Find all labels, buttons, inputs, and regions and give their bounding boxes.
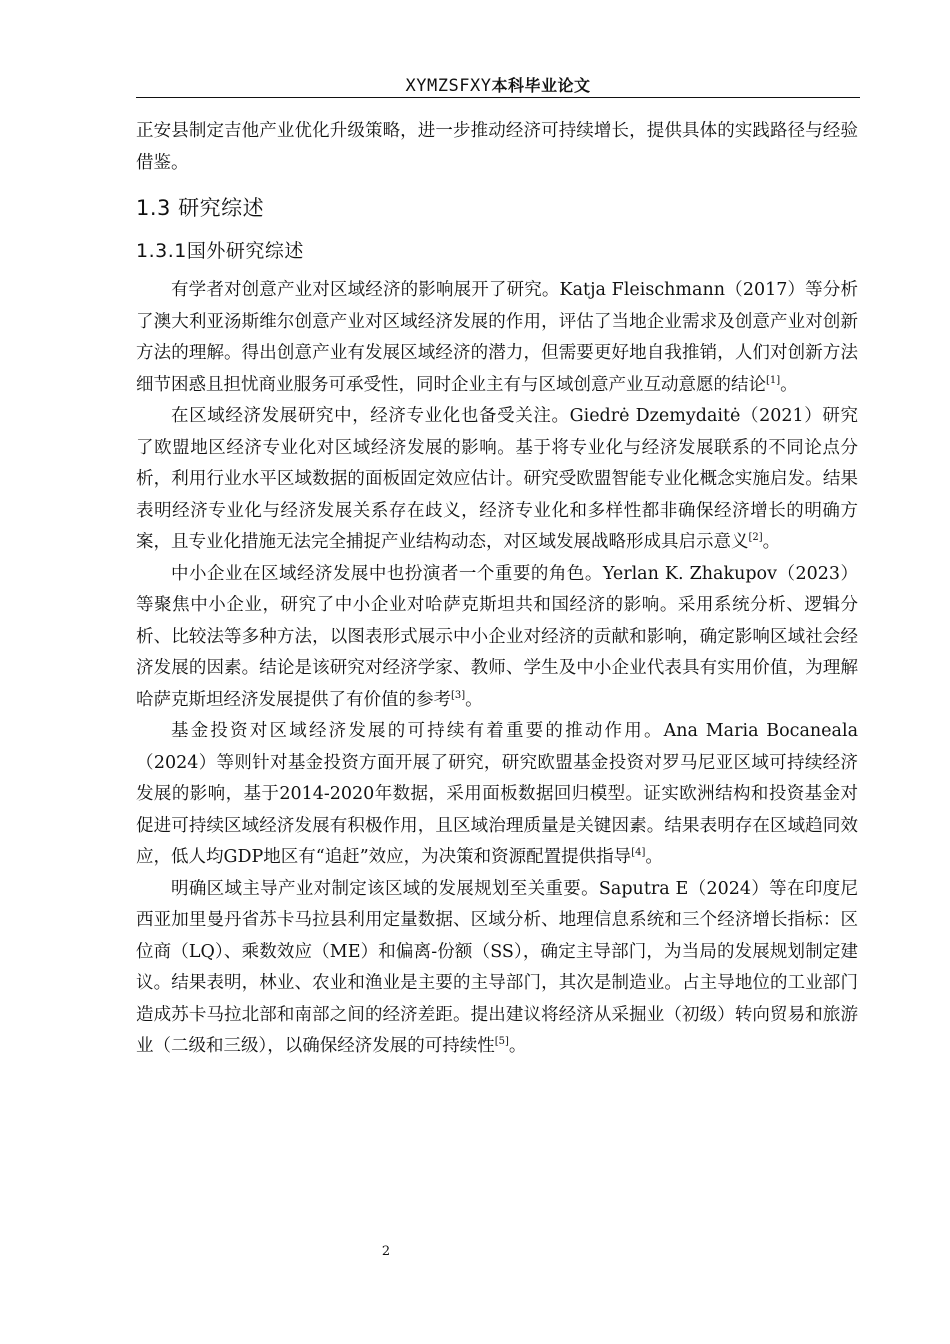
paragraph-text: 在区域经济发展研究中，经济专业化也备受关注。Giedrė Dzemydaitė（2021）研究了欧盟地区经济专业化对区域经济发展的影响。基于将专业化与经济发展联系的不同论点分析，利用行业水平区域数据的面板固定效应估计。研究受欧盟智能专业化概念实施启发。结果表明经济专业化与经济发展关系存在歧义，经济专业化和多样性都非确保经济增长的明确方案，且专业化措施无法完全捕捉产业结构动态，对区域发展战略形成具启示意义 (136, 406, 858, 552)
section-heading: 1.3 研究综述 (136, 196, 265, 220)
paragraph-text: 有学者对创意产业对区域经济的影响展开了研究。Katja Fleischmann（2017）等分析了澳大利亚汤斯维尔创意产业对区域经济发展的作用，评估了当地企业需求及创意产业对创新方法的理解。得出创意产业有发展区域经济的潜力，但需要更好地自我推销，人们对创新方法细节困惑且担忧商业服务可承受性，同时企业主有与区域创意产业互动意愿的结论 (136, 280, 858, 395)
body-paragraph-4 (136, 716, 858, 874)
body-paragraph-3 (136, 559, 858, 717)
paragraph-end: 。 (645, 847, 663, 867)
page-header (136, 74, 860, 98)
paragraph-end: 。 (780, 374, 798, 395)
citation-ref: [4] (631, 847, 646, 859)
body-paragraph-1 (136, 275, 858, 401)
page-number: 2 (381, 1244, 391, 1259)
paragraph-end: 。 (762, 532, 781, 552)
paragraph-text: 基金投资对区域经济发展的可持续有着重要的推动作用。Ana Maria Bocaneala（2024）等则针对基金投资方面开展了研究，研究欧盟基金投资对罗马尼亚区域可持续经济发展的影响，基于2014-2020年数据，采用面板数据回归模型。证实欧洲结构和投资基金对促进可持续区域经济发展有积极作用，且区域治理质量是关键因素。结果表明存在区域趋同效应，低人均GDP地区有“追赶”效应，为决策和资源配置提供指导 (136, 721, 858, 867)
header-label: 本科毕业论文 (491, 76, 591, 95)
citation-ref: [3] (451, 689, 466, 701)
page-body (136, 116, 858, 1063)
header-rule (136, 97, 860, 98)
citation-ref: [5] (494, 1036, 509, 1048)
intro-continuation-paragraph: 正安县制定吉他产业优化升级策略，进一步推动经济可持续增长，提供具体的实践路径与经验借鉴。 (136, 121, 858, 173)
subsection-heading: 1.3.1国外研究综述 (136, 240, 304, 262)
paragraph-text: 中小企业在区域经济发展中也扮演者一个重要的角色。Yerlan K. Zhakupov（2023）等聚焦中小企业，研究了中小企业对哈萨克斯坦共和国经济的影响。采用系统分析、逻辑分析、比较法等多种方法，以图表形式展示中小企业对经济的贡献和影响，确定影响区域社会经济发展的因素。结论是该研究对经济学家、教师、学生及中小企业代表具有实用价值，为理解哈萨克斯坦经济发展提供了有价值的参考 (136, 563, 858, 710)
citation-ref: [2] (748, 532, 763, 544)
header-brand: XYMZSFXY (405, 76, 492, 96)
paragraph-text: 明确区域主导产业对制定该区域的发展规划至关重要。Saputra E（2024）等在印度尼西亚加里曼丹省苏卡马拉县利用定量数据、区域分析、地理信息系统和三个经济增长指标：区位商（LQ）、乘数效应（ME）和偏离-份额（SS），确定主导部门，为当局的发展规划制定建议。结果表明，林业、农业和渔业是主要的主导部门，其次是制造业。占主导地位的工业部门造成苏卡马拉北部和南部之间的经济差距。提出建议将经济从采掘业（初级）转向贸易和旅游业（二级和三级），以确保经济发展的可持续性 (136, 878, 858, 1056)
paragraph-end: 。 (465, 689, 483, 710)
paragraph-end: 。 (508, 1036, 527, 1056)
body-paragraph-5 (136, 874, 858, 1063)
citation-ref: [1] (766, 374, 781, 386)
body-paragraph-2 (136, 401, 858, 559)
